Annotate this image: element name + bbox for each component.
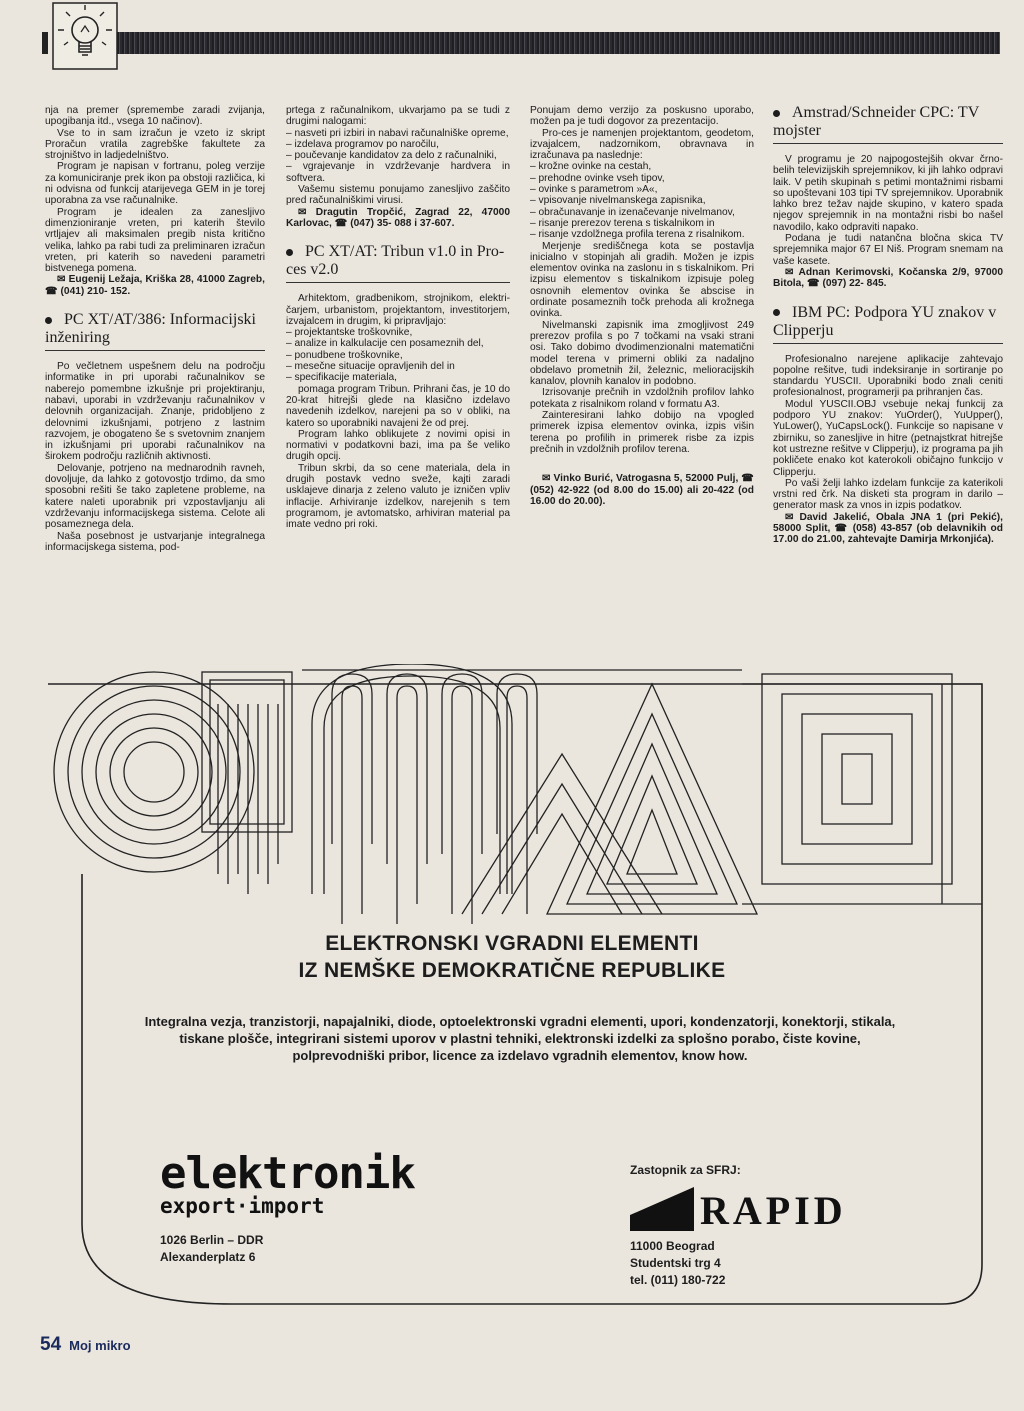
export-import-logo: export·import bbox=[160, 1194, 325, 1218]
bullet-icon bbox=[286, 249, 293, 256]
paragraph: Naša posebnost je ustvarjanje integralnega informacijskega sistema, pod- bbox=[45, 530, 265, 553]
paragraph: Pro-ces je namenjen projektantom, geodetom, izvajalcem, nadzornikom, obravnava in izračunava pa naslednje: bbox=[530, 127, 754, 162]
paragraph: Program je napisan v fortranu, poleg verzije za komuniciranje prek ikon pa obstoji različica, ki ni odvisna od funkcij atarijevega GEM in je torej uporabna za vse računalnike. bbox=[45, 161, 265, 207]
paragraph: Zainteresirani lahko dobijo na vpogled primerek izpisa elementov ovinka, izpis višin terena po profilih in primerek risbe za izpis prečnih in vzdolžnih profilov terena. bbox=[530, 410, 754, 455]
column-3 bbox=[530, 105, 754, 507]
heading-text: PC XT/AT/386: Informacijski inženiring bbox=[45, 311, 256, 347]
list-item: – analize in kalkulacije cen posameznih del, bbox=[286, 338, 484, 350]
header-tick bbox=[42, 32, 48, 54]
list-item: – ponudbene troškovnike, bbox=[286, 349, 403, 361]
list-item: – poučevanje kandidatov za delo z računalniki, bbox=[286, 150, 497, 162]
address-line: 11000 Beograd bbox=[630, 1239, 715, 1253]
heading-text: PC XT/AT: Tribun v1.0 in Pro-ces v2.0 bbox=[286, 243, 505, 279]
paragraph: Ponujam demo verzijo za poskusno uporabo, možen pa je tudi dogovor za prezentacijo. bbox=[530, 105, 754, 128]
column-4 bbox=[773, 104, 1003, 546]
list-item: – projektantske troškovnike, bbox=[286, 327, 413, 339]
list-item: – risanje vzdolžnega profila terena z risalnikom. bbox=[530, 229, 745, 241]
page-number: 54 bbox=[40, 1334, 62, 1355]
paragraph: Tribun skrbi, da so cene materiala, dela in drugih postavk vedno sveže, kajti zaradi usklajeve dinarja z zeleno valuto je izničen vpliv inflacije. Arhiviranje izdelkov, narejenih s tem programom, je avtomatsko, arhiviran material pa imate vedno pri roki. bbox=[286, 462, 510, 531]
elektronik-logo: elektronik bbox=[160, 1148, 415, 1199]
paragraph: Modul YUSCII.OBJ vsebuje nekaj funkcij za podporo YU znakov: YuOrder(), YuUpper(), YuLower(), YuCapsLock(). Funkcije so napisane v zbirniku, so zanesljive in hitre (petnajstkrat hitrejše kot ustrezne rešitve v Clipperju), iz programa pa jih pokličete enako kot katerokoli običajno funkcijo v Clipperju. bbox=[773, 398, 1003, 478]
address-block bbox=[160, 1232, 263, 1266]
address-line: Alexanderplatz 6 bbox=[160, 1250, 256, 1264]
column-1 bbox=[45, 105, 265, 553]
ad-title-line-1: ELEKTRONSKI VGRADNI ELEMENTI bbox=[325, 932, 699, 955]
bullet-icon bbox=[45, 317, 52, 324]
list-item: – vpisovanje nivelmanskega zapisnika, bbox=[530, 195, 706, 207]
list-item: – risanje prerezov terena s tiskalnikom in bbox=[530, 217, 715, 229]
paragraph: Po vaši želji lahko izdelam funkcije za katerikoli vrstni red črk. Na disketi sta program in darilo – generator mask za vnos in izpis podatkov. bbox=[773, 477, 1003, 512]
section-heading bbox=[45, 311, 265, 351]
paragraph: Arhitektom, gradbenikom, strojnikom, električarjem, urbanistom, projektantom, investitorjem, izvajalcem in drugim, ki pripravljajo: bbox=[286, 293, 510, 327]
section-heading bbox=[773, 304, 1003, 344]
contact-info: ✉ David Jakelić, Obala JNA 1 (pri Pekić), 58000 Split, ☎ (058) 43-857 (ob delavnikih od 17.00 do 21.00, zahtevajte Damirja Mrkonjića). bbox=[773, 511, 1003, 546]
bullet-icon bbox=[773, 110, 780, 117]
list-item: – obračunavanje in izenačevanje nivelmanov, bbox=[530, 206, 735, 218]
column-2 bbox=[286, 105, 510, 531]
list-item: – izdelava programov po naročilu, bbox=[286, 138, 439, 150]
header-bar bbox=[112, 32, 1000, 54]
paragraph: Izrisovanje prečnih in vzdolžnih profilov lahko potekata z risalnikom roland v formatu A3. bbox=[530, 387, 754, 410]
heading-text: Amstrad/Schneider CPC: TV mojster bbox=[773, 104, 979, 139]
address-line: tel. (011) 180-722 bbox=[630, 1273, 726, 1287]
contact-info: ✉ Vinko Burić, Vatrogasna 5, 52000 Pulj, ☎ (052) 42-922 (od 8.00 do 15.00) ali 20-422 (od 16.00 do 20.00). bbox=[530, 473, 754, 507]
light-bulb-icon bbox=[52, 2, 118, 70]
contact-info: ✉ Adnan Kerimovski, Kočanska 2/9, 97000 Bitola, ☎ (097) 22- 845. bbox=[773, 266, 1003, 290]
representative-label: Zastopnik za SFRJ: bbox=[630, 1163, 741, 1177]
paragraph: Nivelmanski zapisnik ima zmogljivost 249 prerezov profila s po 7 točkami na vsaki strani osi. Tako dobimo dvodimenzionalni matematični model terena v primerni obliki za nadaljno obdelavo prometnih žil, železnic, melioracijskih kanalov, plovnih kanalov in podobno. bbox=[530, 319, 754, 388]
ad-title-line-2: IZ NEMŠKE DEMOKRATIČNE REPUBLIKE bbox=[298, 959, 726, 982]
paragraph: Podana je tudi natančna bločna skica TV sprejemnika major 67 EI Niš. Program snemam na vaše kasete. bbox=[773, 233, 1003, 267]
paragraph: V programu je 20 najpogostejših okvar črno-belih televizijskih sprejemnikov, ki jih lahko odpravi laik. V petih skupinah s petimi montažnimi risbami so upoštevani 103 tipi TV sprejemnikov. Uporabnik lahko brez težav najde skupino, v katero spada njegov sprejemnik in na montažni risbi bo našel navodilo, kako odpraviti napako. bbox=[773, 154, 1003, 233]
paragraph: Vse to in sam izračun je vzeto iz skript Proračun vratila zagrebške fakultete za strojništvo in ladjedelništvo. bbox=[45, 127, 265, 162]
list-item: – mesečne situacije opravljenih del in bbox=[286, 361, 455, 373]
magazine-name: Moj mikro bbox=[69, 1338, 131, 1353]
heading-text: IBM PC: Podpora YU znakov v Clipperju bbox=[773, 303, 997, 339]
paragraph: pomaga program Tribun. Prihrani čas, je 10 do 20-krat hitrejši glede na klasično izdelavo navedenih izdelkov, narejeni pa so v obliki, na katero so uporabniki navajeni že od prej. bbox=[286, 383, 510, 429]
bullet-icon bbox=[773, 309, 780, 316]
address-line: Studentski trg 4 bbox=[630, 1256, 721, 1270]
paragraph: Program je idealen za zanesljivo dimenzioniranje vreten, pri katerih število vrtljajev ali maksimalen pregib nista kritično velika, lahko pa rabi tudi za preliminaren izračun vreten, pri katerih so navedeni parametri bistvenega pomena. bbox=[45, 206, 265, 275]
representative-address bbox=[630, 1238, 725, 1289]
section-heading bbox=[286, 243, 510, 283]
ad-description: Integralna vezja, tranzistorji, napajalniki, diode, optoelektronski vgradni elementi, upori, kondenzatorji, konektorji, stikala, tiskane plošče, integrirani sistemi uporov v plastni tehniki, elektronski izdelki za splošno porabo, čiste kovine, polprevodniški pribor, licence za izdelavo vgradnih elementov, know how. bbox=[144, 1014, 896, 1063]
contact-info: ✉ Eugenij Ležaja, Kriška 28, 41000 Zagreb, ☎ (041) 210- 152. bbox=[45, 274, 265, 297]
paragraph: prtega z računalnikom, ukvarjamo pa se tudi z drugimi nalogami: bbox=[286, 105, 510, 128]
list-item: – krožne ovinke na cestah, bbox=[530, 161, 652, 173]
paragraph: Merjenje središčnega kota se postavlja inicialno v stopinjah ali gradih. Možen je izpis elementov ovinka na zaslonu in s tiskalnikom. Pri izpisu elementov s tiskalnikom izpisuje poleg osnovnih elementov ovinka še abscise in ordinate posameznih točk prehoda ali krožnega ovinka. bbox=[530, 240, 754, 320]
list-item: – vgrajevanje in vzdrževanje hardvera in softvera. bbox=[286, 161, 510, 184]
paragraph: Po večletnem uspešnem delu na področju informatike in pri uporabi računalnikov se naberejo pomembne izkušnje pri projektiranju, nabavi, uporabi in vzdrževanju računalnikov v delovnih organizacijah. Znanje, pridobljeno z delovnimi izkušnjami, potrjeno z lastnim razvojem, je obogateno še s svetovnim znanjem in izkušnjami pri uporabi računalnikov na širokem področju različnih aktivnosti. bbox=[45, 361, 265, 463]
rapid-logo: RAPID bbox=[700, 1188, 847, 1233]
page-footer bbox=[40, 1334, 131, 1356]
paragraph: Vašemu sistemu ponujamo zanesljivo zaščito pred računalniškimi virusi. bbox=[286, 184, 510, 207]
contact-info: ✉ Dragutin Tropčić, Zagrad 22, 47000 Karlovac, ☎ (047) 35- 088 i 37-607. bbox=[286, 206, 510, 229]
paragraph: nja na premer (spremembe zaradi zvijanja, upogibanja itd., vsega 10 načinov). bbox=[45, 105, 265, 128]
list-item: – nasveti pri izbiri in nabavi računalniške opreme, bbox=[286, 127, 509, 139]
list-item: – ovinke s parametrom »A«, bbox=[530, 184, 658, 196]
list-item: – specifikacije materiala, bbox=[286, 372, 397, 384]
paragraph: Profesionalno narejene aplikacije zahtevajo popolne rešitve, tudi indeksiranje in sortiranje po standardu YUSCII. Uporabniki bodo znali ceniti profesionalnost, programerji pa prihranjen čas. bbox=[773, 353, 1003, 399]
address-line: 1026 Berlin – DDR bbox=[160, 1233, 264, 1247]
section-heading bbox=[773, 104, 1003, 144]
paragraph: Delovanje, potrjeno na mednarodnih ravneh, dovoljuje, da lahko z gotovostjo trdimo, da smo sposobni rešiti še tako zapletene probleme, na katere naleti uporabnik pri vzpostavljanju ali vzdrževanju informacijskega sistema. Celote ali posameznega dela. bbox=[45, 462, 265, 531]
list-item: – prehodne ovinke vseh tipov, bbox=[530, 172, 665, 184]
paragraph: Program lahko oblikujete z novimi opisi in normativi v podatkovni bazi, ima pa še veliko drugih opcij. bbox=[286, 428, 510, 463]
